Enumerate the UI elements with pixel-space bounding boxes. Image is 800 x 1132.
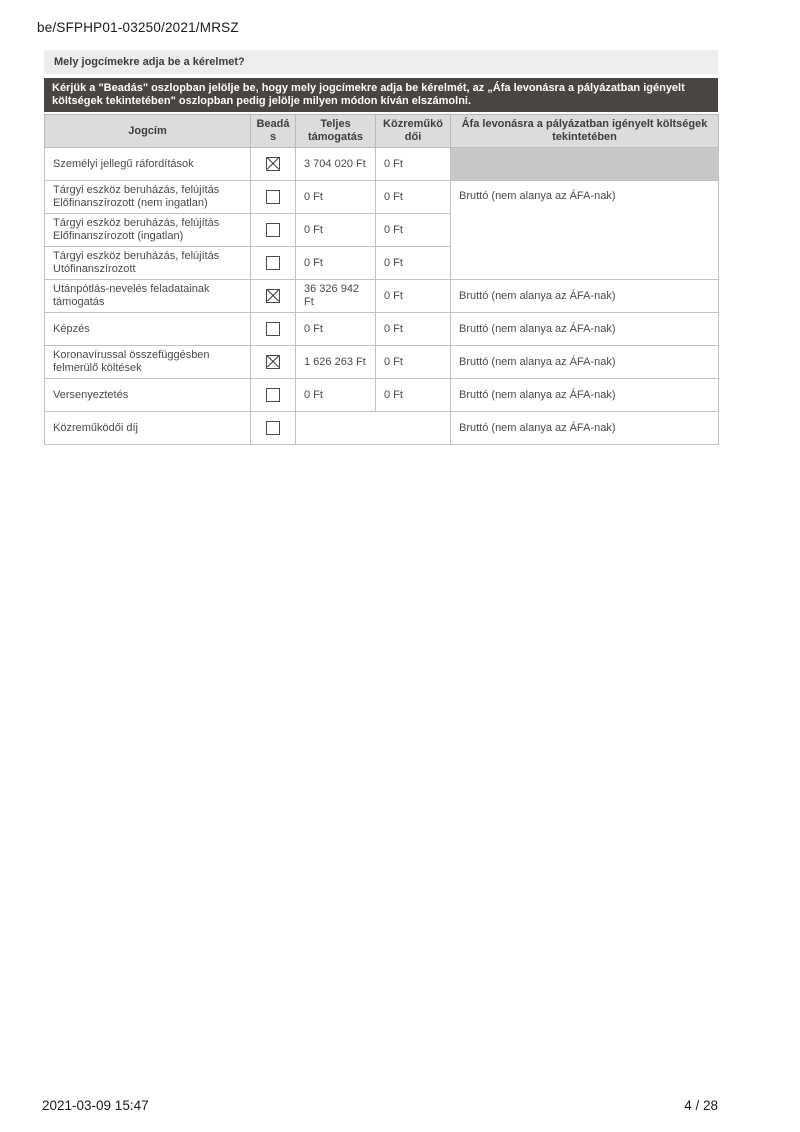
table-row [45, 313, 719, 346]
jogcim-cell: Utánpótlás-nevelés feladatainak támogatás [45, 280, 251, 313]
teljes-tamogatas-cell: 3 704 020 Ft [296, 148, 376, 181]
col-header-jogcim: Jogcím [45, 115, 251, 148]
instruction-banner: Kérjük a "Beadás" oszlopban jelölje be, hogy mely jogcímekre adja be kérelmét, az „Áfa levonásra a pályázatban igényelt költségek tekintetében" oszlopban pedig jelölje milyen módon kíván elszámolni. [44, 78, 718, 112]
teljes-tamogatas-cell: 1 626 263 Ft [296, 346, 376, 379]
jogcim-cell: Tárgyi eszköz beruházás, felújítás Utófinanszírozott [45, 247, 251, 280]
teljes-tamogatas-cell: 0 Ft [296, 247, 376, 280]
form-section [44, 50, 718, 445]
jogcim-cell: Versenyeztetés [45, 379, 251, 412]
table-row [45, 181, 719, 214]
footer-page-number: 4 / 28 [684, 1098, 718, 1113]
table-row [45, 412, 719, 445]
beadas-cell [251, 346, 296, 379]
afa-cell: Bruttó (nem alanya az ÁFA-nak) [451, 313, 719, 346]
checkbox-checked [266, 289, 280, 303]
jogcim-cell: Személyi jellegű ráfordítások [45, 148, 251, 181]
jogcim-table [44, 114, 719, 445]
jogcim-cell: Tárgyi eszköz beruházás, felújítás Előfinanszírozott (ingatlan) [45, 214, 251, 247]
checkbox-unchecked [266, 322, 280, 336]
table-row [45, 379, 719, 412]
table-row [45, 148, 719, 181]
checkbox-checked [266, 157, 280, 171]
col-header-teljes-tamogatas: Teljes támogatás [296, 115, 376, 148]
document-id: be/SFPHP01-03250/2021/MRSZ [37, 20, 239, 35]
jogcim-cell: Tárgyi eszköz beruházás, felújítás Előfinanszírozott (nem ingatlan) [45, 181, 251, 214]
kozremukodoi-cell: 0 Ft [376, 280, 451, 313]
kozremukodoi-cell: 0 Ft [376, 214, 451, 247]
beadas-cell [251, 313, 296, 346]
afa-cell: Bruttó (nem alanya az ÁFA-nak) [451, 346, 719, 379]
footer-datetime: 2021-03-09 15:47 [42, 1098, 149, 1113]
afa-cell: Bruttó (nem alanya az ÁFA-nak) [451, 181, 719, 280]
table-row [45, 346, 719, 379]
teljes-tamogatas-cell: 0 Ft [296, 181, 376, 214]
teljes-tamogatas-cell: 0 Ft [296, 313, 376, 346]
beadas-cell [251, 280, 296, 313]
empty-merged-cell [296, 412, 451, 445]
checkbox-unchecked [266, 223, 280, 237]
beadas-cell [251, 148, 296, 181]
beadas-cell [251, 412, 296, 445]
teljes-tamogatas-cell: 36 326 942 Ft [296, 280, 376, 313]
checkbox-unchecked [266, 388, 280, 402]
afa-cell [451, 148, 719, 181]
checkbox-unchecked [266, 421, 280, 435]
afa-cell: Bruttó (nem alanya az ÁFA-nak) [451, 280, 719, 313]
kozremukodoi-cell: 0 Ft [376, 247, 451, 280]
col-header-kozremukodoi: Közreműködői [376, 115, 451, 148]
beadas-cell [251, 247, 296, 280]
kozremukodoi-cell: 0 Ft [376, 379, 451, 412]
beadas-cell [251, 379, 296, 412]
section-title: Mely jogcímekre adja be a kérelmet? [44, 50, 718, 74]
table-row [45, 280, 719, 313]
teljes-tamogatas-cell: 0 Ft [296, 379, 376, 412]
jogcim-cell: Közreműködői díj [45, 412, 251, 445]
afa-cell: Bruttó (nem alanya az ÁFA-nak) [451, 379, 719, 412]
jogcim-cell: Képzés [45, 313, 251, 346]
teljes-tamogatas-cell: 0 Ft [296, 214, 376, 247]
kozremukodoi-cell: 0 Ft [376, 313, 451, 346]
table-header-row [45, 115, 719, 148]
beadas-cell [251, 181, 296, 214]
col-header-beadas: Beadás [251, 115, 296, 148]
kozremukodoi-cell: 0 Ft [376, 181, 451, 214]
checkbox-checked [266, 355, 280, 369]
col-header-afa-levonas: Áfa levonásra a pályázatban igényelt költségek tekintetében [451, 115, 719, 148]
checkbox-unchecked [266, 256, 280, 270]
jogcim-cell: Koronavírussal összefüggésben felmerülő költések [45, 346, 251, 379]
page-footer [42, 1098, 718, 1113]
afa-cell: Bruttó (nem alanya az ÁFA-nak) [451, 412, 719, 445]
beadas-cell [251, 214, 296, 247]
checkbox-unchecked [266, 190, 280, 204]
kozremukodoi-cell: 0 Ft [376, 346, 451, 379]
kozremukodoi-cell: 0 Ft [376, 148, 451, 181]
